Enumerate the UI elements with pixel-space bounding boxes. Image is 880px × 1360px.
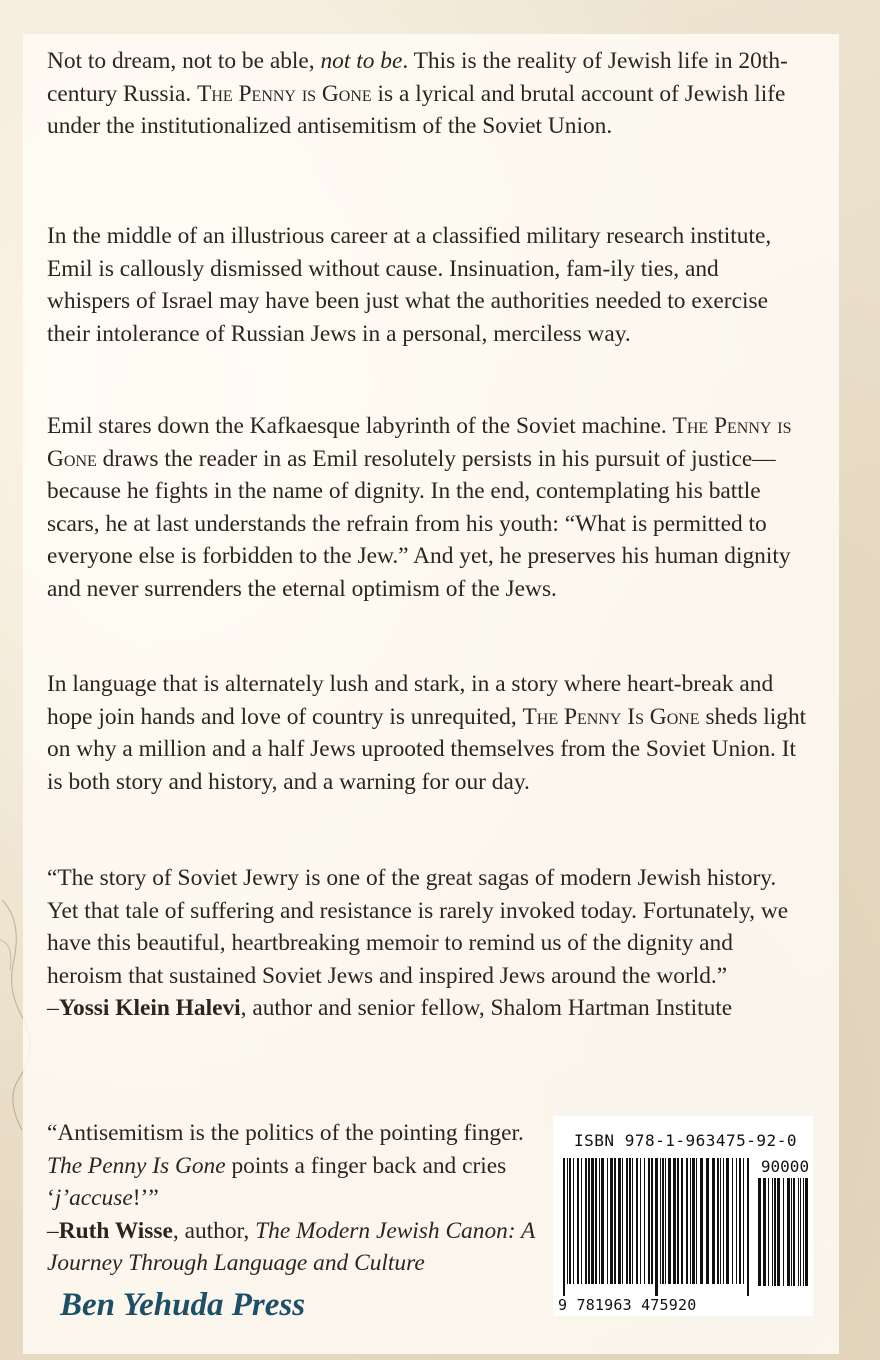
barcode-bar (747, 1158, 749, 1296)
barcode-bar (614, 1158, 616, 1284)
book-title: The Penny Is Gone (47, 1152, 226, 1179)
barcode-bar (610, 1158, 613, 1284)
barcode-bar (581, 1158, 582, 1284)
barcode-bar (726, 1158, 729, 1284)
barcode-bar (791, 1178, 792, 1286)
barcode-bar (588, 1158, 590, 1284)
barcode-bar (660, 1158, 661, 1284)
barcode-bar (632, 1158, 633, 1284)
barcode-bar (569, 1158, 571, 1284)
barcode-bar (662, 1158, 664, 1284)
barcode-bar (636, 1158, 638, 1284)
barcode-bar (601, 1158, 604, 1284)
barcode-bar (774, 1178, 776, 1286)
endorsement-wisse: “Antisemitism is the politics of the pointing finger. The Penny Is Gone points a finger back and cries ‘j’accuse!’” –Ruth Wisse, author, The Modern Jewish Canon: A Journey Through Language and Culture (47, 1120, 535, 1276)
barcode-bar (651, 1158, 653, 1284)
barcode-bar (644, 1158, 645, 1284)
barcode-bar (629, 1158, 631, 1284)
book-title: The Penny Is Gone (522, 703, 700, 730)
barcode-bar (700, 1158, 703, 1284)
barcode-bar (640, 1158, 641, 1284)
emphasis-not-to-be: not to be (320, 48, 403, 74)
barcode-bar (723, 1158, 724, 1284)
barcode-bar (577, 1158, 579, 1284)
barcode-bar (706, 1158, 709, 1284)
barcode-bar (717, 1158, 719, 1284)
barcode-bar (712, 1158, 715, 1284)
barcode-bar (686, 1158, 688, 1284)
barcode-bar (793, 1178, 795, 1286)
blurb-paragraph-4: In language that is alternately lush and stark, in a story where heart-break and hope join hands and love of country is unrequited, The Penny Is Gone sheds light on why a million and a half Jews uprooted themselves from the Soviet Union. It is both story and history, and a warning for our day. (47, 671, 807, 795)
isbn-text: ISBN 978-1-963475-92-0 (574, 1131, 797, 1150)
blurb-paragraph-1: Not to dream, not to be able, not to be. This is the reality of Jewish life in 20th-century Russia. The Penny is Gone is a lyrical and brutal account of Jewish life under the institutionalized antisemitism of the Soviet Union. (47, 48, 788, 139)
blurb-paragraph-3: Emil stares down the Kafkaesque labyrinth of the Soviet machine. The Penny is Gone draws the reader in as Emil resolutely persists in his pursuit of justice—because he fights in the name of dignity. In the end, contemplating his battle scars, he at last understands the refrain from his youth: “What is permitted to everyone else is forbidden to the Jew.” And yet, he preserves his human dignity and never surrenders the eternal optimism of the Jews. (47, 413, 792, 602)
barcode-bar (768, 1178, 769, 1286)
blurb-paragraph-2: In the middle of an illustrious career at a classified military research institute, Emil is callously dismissed without cause. Insinuation, fam-ily ties, and whispers of Israel may have been just what the authorities needed to exercise their intolerance of Russian Jews in a personal, merciless way. (47, 223, 772, 347)
cited-book-title: The Modern Jewish Canon: A Journey Through Language and Culture (47, 1217, 535, 1276)
barcode-bar (739, 1158, 741, 1284)
barcode-bar (803, 1178, 804, 1286)
barcode-bar (758, 1178, 761, 1286)
barcode-bar (626, 1158, 628, 1284)
barcode-bar (607, 1158, 608, 1284)
barcode-bar (665, 1158, 666, 1284)
ean-number: 9 781963 475920 (558, 1296, 697, 1314)
ean-barcode (563, 1158, 751, 1296)
addon-barcode (758, 1178, 810, 1298)
barcode-bar (591, 1158, 594, 1284)
book-title: The Penny is Gone (197, 80, 372, 107)
barcode-bar (668, 1158, 671, 1284)
barcode-bar (648, 1158, 650, 1284)
barcode-bar (800, 1178, 801, 1286)
barcode-bar (567, 1158, 568, 1284)
barcode-bar (618, 1158, 621, 1284)
barcode-bar (585, 1158, 587, 1284)
barcode-bar (696, 1158, 697, 1284)
barcode-bar (681, 1158, 683, 1284)
barcode-bar (595, 1158, 597, 1284)
barcode-bar (732, 1158, 733, 1284)
barcode-bar (673, 1158, 676, 1284)
barcode-bar (563, 1158, 565, 1296)
barcode-bar (655, 1158, 658, 1296)
barcode-bar (763, 1178, 766, 1286)
barcode-bar (573, 1158, 574, 1284)
publisher-logo: Ben Yehuda Press (60, 1287, 306, 1323)
barcode-bar (622, 1158, 623, 1284)
barcode-bar (798, 1178, 799, 1286)
endorser-name: Ruth Wisse (58, 1217, 173, 1244)
barcode-bar (787, 1178, 790, 1286)
barcode-bar (690, 1158, 691, 1284)
barcode-bar (720, 1158, 721, 1284)
barcode-bar (772, 1178, 773, 1286)
barcode-bar (777, 1178, 780, 1286)
barcode-bar (736, 1158, 737, 1284)
barcode-bar (743, 1158, 744, 1284)
endorser-name: Yossi Klein Halevi (58, 995, 241, 1021)
barcode-bar (692, 1158, 695, 1284)
barcode-bar (677, 1158, 679, 1284)
barcode-bar (805, 1178, 808, 1286)
book-title: The Penny is Gone (47, 413, 792, 472)
barcode-bar (599, 1158, 600, 1284)
barcode-bar (783, 1178, 784, 1286)
barcode-addon-number: 90000 (760, 1157, 810, 1176)
endorsement-halevi: “The story of Soviet Jewry is one of the great sagas of modern Jewish history. Yet that tale of suffering and resistance is rarely invoked today. Fortunately, we have this beautiful, heartbreaking memoir to remind us of the dignity and heroism that sustained Soviet Jews and inspired Jews around the world.” –Yossi Klein Halevi, author and senior fellow, Shalom Hartman Institute (47, 865, 789, 1021)
